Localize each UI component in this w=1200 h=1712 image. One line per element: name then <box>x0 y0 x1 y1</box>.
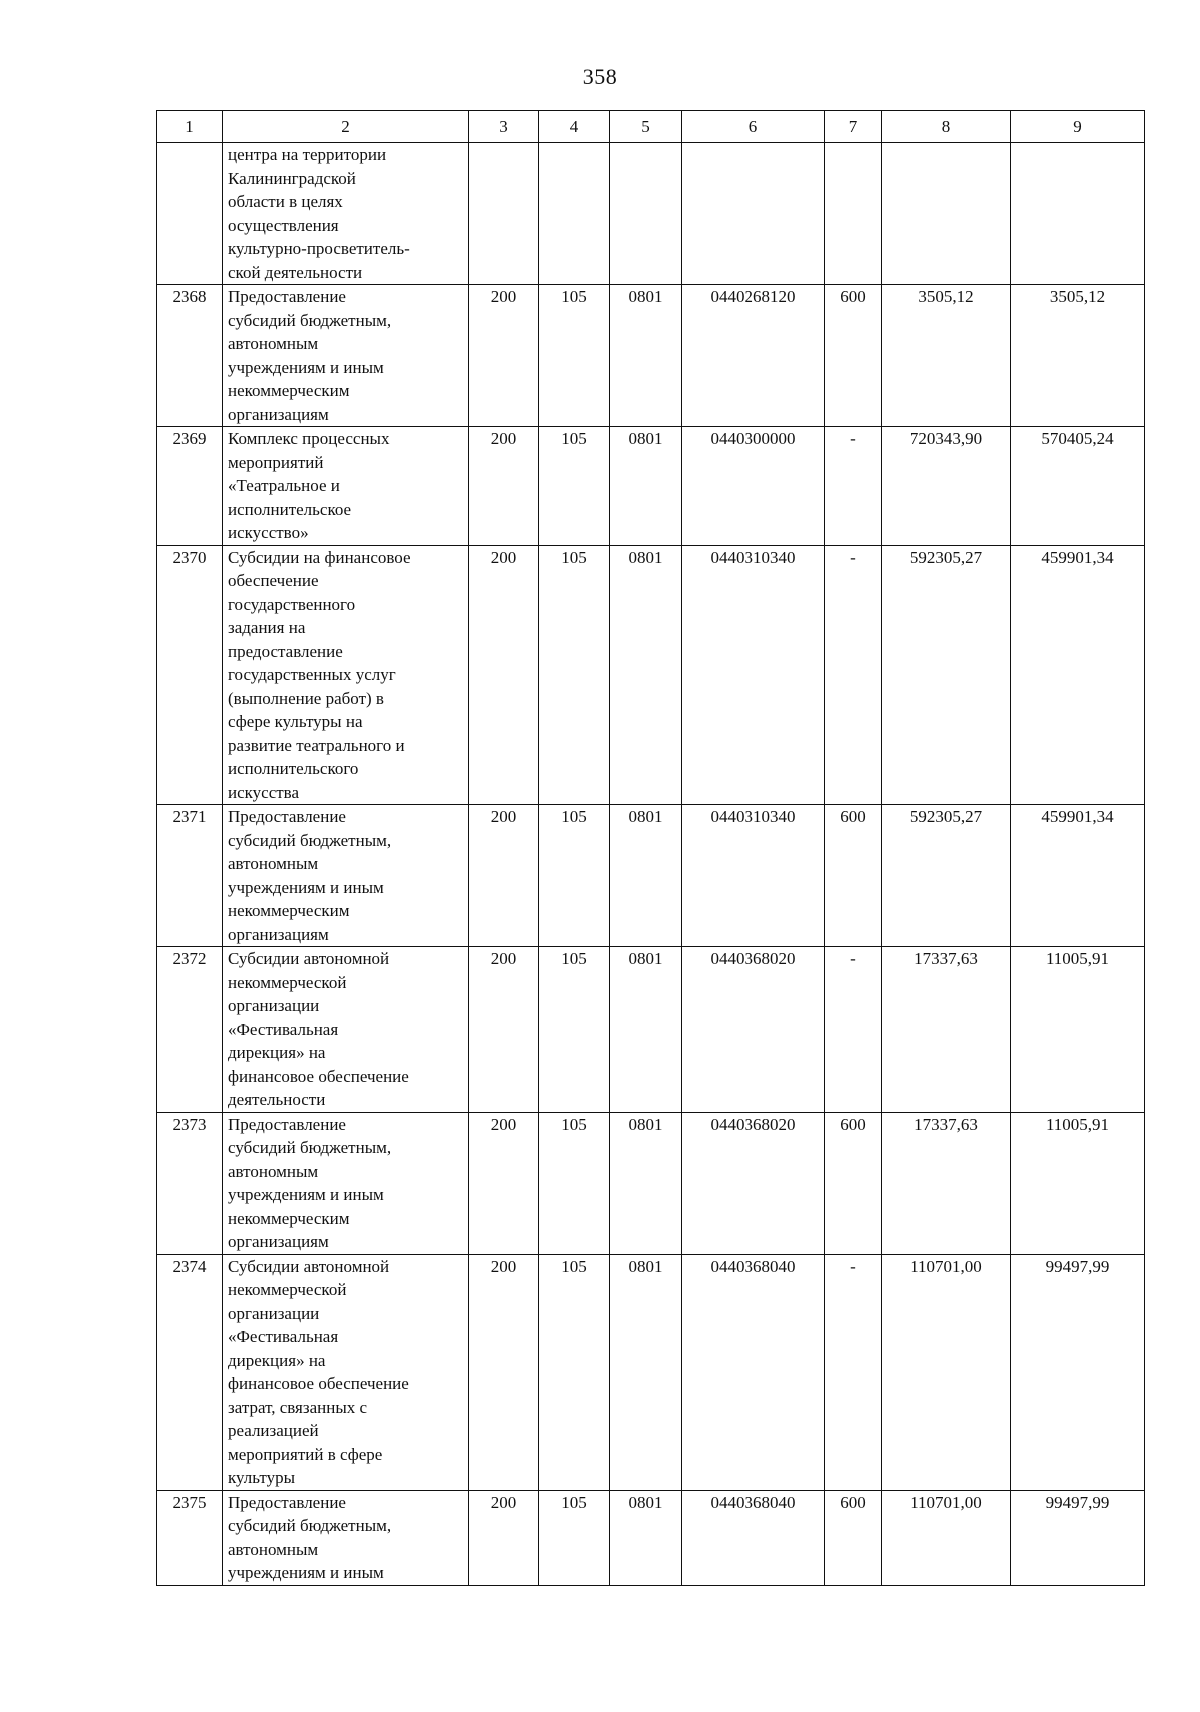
column-3-cell: 200 <box>469 805 539 947</box>
column-3-cell: 200 <box>469 1254 539 1490</box>
table-row <box>157 143 1145 285</box>
column-3-cell: 200 <box>469 1490 539 1585</box>
column-6-cell: 0440368020 <box>682 947 825 1113</box>
budget-table <box>156 110 1145 1586</box>
column-4-cell: 105 <box>539 1490 610 1585</box>
column-4-cell <box>539 143 610 285</box>
item-name-text: Субсидии на финансовое обеспечение государственного задания на предоставление государственных услуг (выполнение работ) в сфере культуры на развитие театрального и исполнительского искусства <box>228 547 411 802</box>
table-row <box>157 545 1145 805</box>
column-5-cell: 0801 <box>610 545 682 805</box>
column-9-cell: 459901,34 <box>1011 805 1145 947</box>
item-name-text: Предоставление субсидий бюджетным, автономным учреждениям и иным <box>228 1492 392 1582</box>
item-name-text: Комплекс процессных мероприятий «Театральное и исполнительское искусство» <box>228 429 390 542</box>
item-name-cell <box>223 947 469 1113</box>
column-5-cell: 0801 <box>610 285 682 427</box>
column-5-cell: 0801 <box>610 1490 682 1585</box>
column-8-cell: 720343,90 <box>882 427 1011 546</box>
column-9-cell: 99497,99 <box>1011 1490 1145 1585</box>
header-cell: 9 <box>1011 111 1145 143</box>
header-cell: 5 <box>610 111 682 143</box>
column-6-cell <box>682 143 825 285</box>
column-7-cell: 600 <box>825 1490 882 1585</box>
column-3-cell: 200 <box>469 947 539 1113</box>
column-8-cell: 110701,00 <box>882 1490 1011 1585</box>
column-4-cell: 105 <box>539 427 610 546</box>
column-9-cell: 11005,91 <box>1011 947 1145 1113</box>
column-5-cell: 0801 <box>610 1112 682 1254</box>
column-7-cell: - <box>825 1254 882 1490</box>
item-name-cell <box>223 427 469 546</box>
column-8-cell: 592305,27 <box>882 545 1011 805</box>
column-8-cell: 592305,27 <box>882 805 1011 947</box>
column-8-cell: 17337,63 <box>882 1112 1011 1254</box>
column-5-cell <box>610 143 682 285</box>
table-row <box>157 805 1145 947</box>
item-name-text: Предоставление субсидий бюджетным, автономным учреждениям и иным некоммерческим организациям <box>228 807 392 944</box>
column-3-cell: 200 <box>469 427 539 546</box>
column-5-cell: 0801 <box>610 427 682 546</box>
table-row <box>157 1490 1145 1585</box>
column-7-cell: - <box>825 947 882 1113</box>
column-6-cell: 0440368040 <box>682 1490 825 1585</box>
item-name-cell <box>223 805 469 947</box>
item-name-text: Субсидии автономной некоммерческой организации «Фестивальная дирекция» на финансовое обеспечение затрат, связанных с реализацией мероприятий в сфере культуры <box>228 1256 409 1487</box>
column-4-cell: 105 <box>539 805 610 947</box>
item-name-text: Субсидии автономной некоммерческой организации «Фестивальная дирекция» на финансовое обеспечение деятельности <box>228 949 409 1109</box>
table-row <box>157 427 1145 546</box>
column-3-cell: 200 <box>469 1112 539 1254</box>
column-4-cell: 105 <box>539 285 610 427</box>
column-4-cell: 105 <box>539 1254 610 1490</box>
header-row <box>157 111 1145 143</box>
column-8-cell: 3505,12 <box>882 285 1011 427</box>
table-row <box>157 947 1145 1113</box>
column-6-cell: 0440368020 <box>682 1112 825 1254</box>
header-cell: 4 <box>539 111 610 143</box>
column-6-cell: 0440300000 <box>682 427 825 546</box>
table-row <box>157 1112 1145 1254</box>
column-9-cell <box>1011 143 1145 285</box>
row-number-cell: 2369 <box>157 427 223 546</box>
row-number-cell: 2374 <box>157 1254 223 1490</box>
column-9-cell: 11005,91 <box>1011 1112 1145 1254</box>
table-body <box>157 143 1145 1586</box>
column-7-cell: 600 <box>825 285 882 427</box>
column-6-cell: 0440310340 <box>682 805 825 947</box>
column-9-cell: 99497,99 <box>1011 1254 1145 1490</box>
item-name-cell <box>223 545 469 805</box>
header-cell: 8 <box>882 111 1011 143</box>
item-name-cell <box>223 285 469 427</box>
header-cell: 6 <box>682 111 825 143</box>
header-cell: 7 <box>825 111 882 143</box>
column-9-cell: 459901,34 <box>1011 545 1145 805</box>
table-row <box>157 1254 1145 1490</box>
column-6-cell: 0440268120 <box>682 285 825 427</box>
column-9-cell: 570405,24 <box>1011 427 1145 546</box>
column-3-cell: 200 <box>469 285 539 427</box>
row-number-cell: 2370 <box>157 545 223 805</box>
column-8-cell <box>882 143 1011 285</box>
column-7-cell: 600 <box>825 1112 882 1254</box>
page-number: 358 <box>582 64 618 89</box>
item-name-text: центра на территории Калининградской области в целях осуществления культурно-просветитель- ской деятельности <box>228 145 410 282</box>
header-cell: 1 <box>157 111 223 143</box>
table-row <box>157 285 1145 427</box>
column-5-cell: 0801 <box>610 1254 682 1490</box>
row-number-cell: 2373 <box>157 1112 223 1254</box>
column-6-cell: 0440368040 <box>682 1254 825 1490</box>
column-9-cell: 3505,12 <box>1011 285 1145 427</box>
item-name-text: Предоставление субсидий бюджетным, автономным учреждениям и иным некоммерческим организациям <box>228 287 392 424</box>
row-number-cell: 2368 <box>157 285 223 427</box>
header-cell: 2 <box>223 111 469 143</box>
column-5-cell: 0801 <box>610 947 682 1113</box>
column-4-cell: 105 <box>539 545 610 805</box>
row-number-cell <box>157 143 223 285</box>
column-4-cell: 105 <box>539 947 610 1113</box>
column-4-cell: 105 <box>539 1112 610 1254</box>
item-name-cell <box>223 1490 469 1585</box>
item-name-cell <box>223 1254 469 1490</box>
column-7-cell: - <box>825 427 882 546</box>
column-8-cell: 17337,63 <box>882 947 1011 1113</box>
column-7-cell <box>825 143 882 285</box>
column-8-cell: 110701,00 <box>882 1254 1011 1490</box>
header-cell: 3 <box>469 111 539 143</box>
row-number-cell: 2371 <box>157 805 223 947</box>
item-name-text: Предоставление субсидий бюджетным, автономным учреждениям и иным некоммерческим организациям <box>228 1114 392 1251</box>
column-3-cell: 200 <box>469 545 539 805</box>
column-7-cell: - <box>825 545 882 805</box>
column-6-cell: 0440310340 <box>682 545 825 805</box>
column-5-cell: 0801 <box>610 805 682 947</box>
column-7-cell: 600 <box>825 805 882 947</box>
row-number-cell: 2372 <box>157 947 223 1113</box>
item-name-cell <box>223 1112 469 1254</box>
column-3-cell <box>469 143 539 285</box>
item-name-cell <box>223 143 469 285</box>
row-number-cell: 2375 <box>157 1490 223 1585</box>
